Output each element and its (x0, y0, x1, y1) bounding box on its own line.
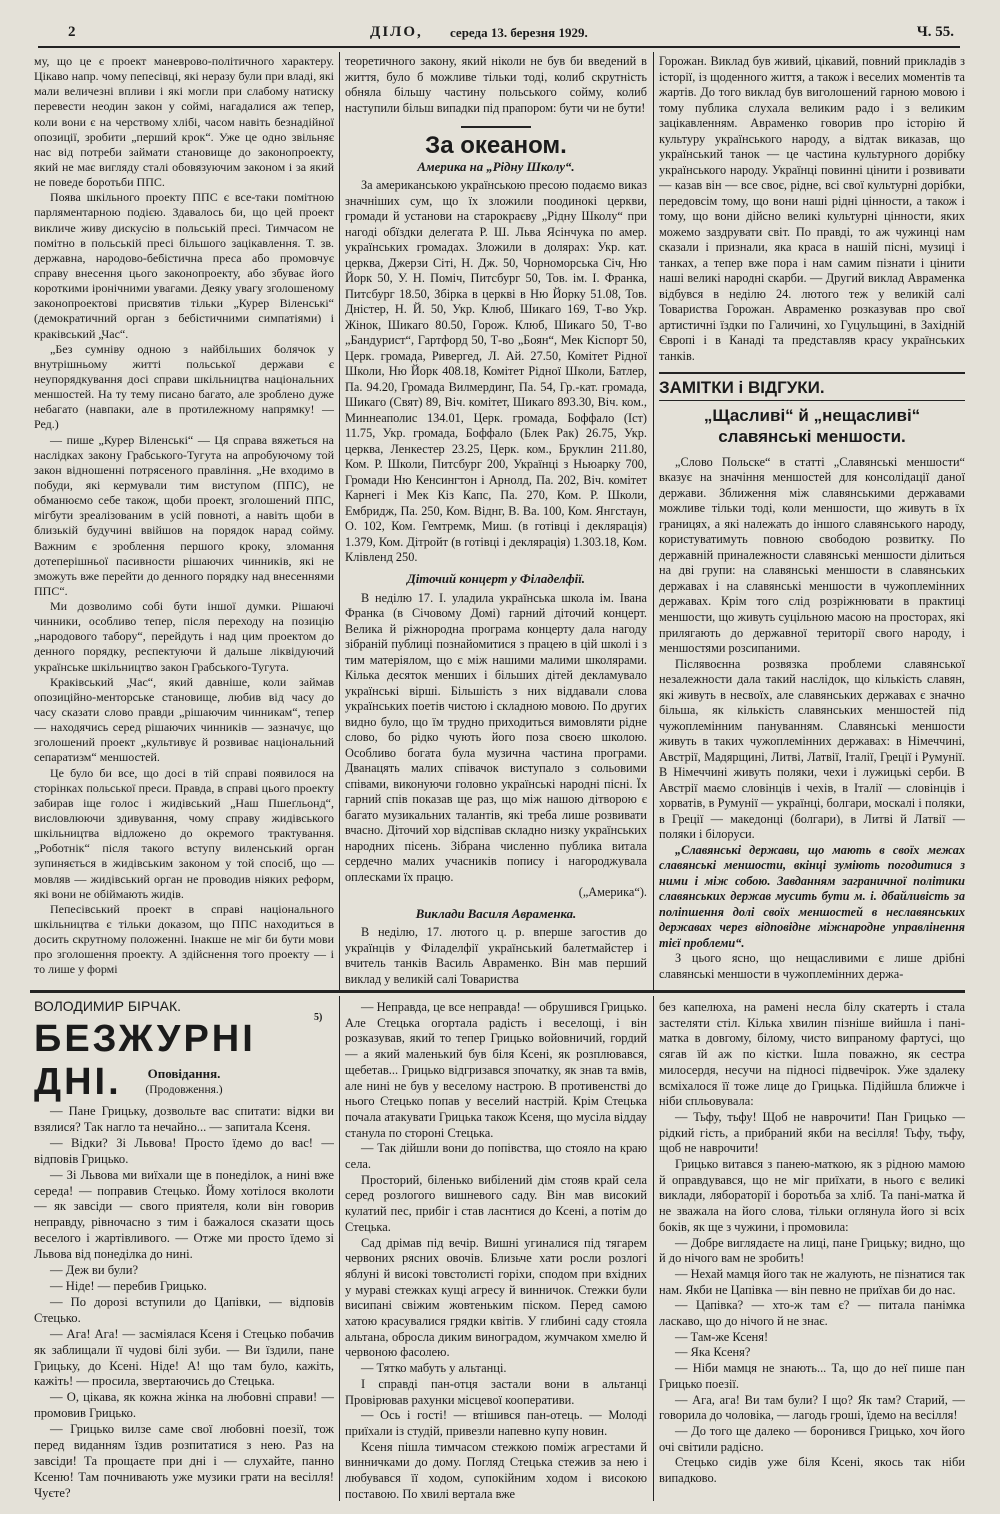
subheading-ridna-shkola: Америка на „Рідну Школу“. (417, 159, 575, 174)
story-paragraph: Грицько витався з панею-маткою, як з рідною мамою й оправдувався, що не міг приїхати, в нього є великі виклади, лябораторії і боротьба за хліб. Та пані-матка й не зважала на його слова, тільки оглянула його зі всіх боків, як ще з чужини, і промовила: (659, 1157, 965, 1234)
story-paragraph: — Ніби мамця не знають... Та, що до неї пише пан Грицько поезії. (659, 1361, 965, 1391)
paragraph: „Без сумніву одною з найбільших болячок у внутрішньому житті польської держави є неупорядкування досі справи шкільництва національних меншостей. На ту тему писано багато, але зроблено дуже небагато (навпаки, але в протилежному напрямку! — Ред.) (34, 341, 334, 432)
paragraph: В неділю 17. І. уладила українська школа ім. Івана Франка (в Січовому Домі) гарний діточий концерт. Велика й ріжнородна програма концерту дала нагоду зібраній публиці познайомитися з працею в цій школі і з тим матеріялом, що є між нашими малими школярами. Кілька десяток менших і більших дітей декламувало українські вірші. Більшість з них віддавали слова українських поетів чистою і складною мовою. По других видно було, що їм трудно приходиться вимовляти рідне слово, бо рідко чують його поза своєю школою. Особливо богата була музична частина програми. Дванацять малих співачок виступало з сольовими співами, виконуючи головно українські народні пісні. Їх гарний спів показав ще раз, що між нашою дітворою є багато музикальних талантів, які треба лише розвивати вчасно. Діточий хор відспівав складно низку українських народних пісень. Зібрана численно публика витала сердечно малих учасників попису і нагороджувала оплесками їх працю. (345, 590, 647, 884)
story-column (659, 1000, 965, 1502)
paragraph: му, що це є проект маневрово-політичного характеру. Цікаво напр. чому пепесівці, які неразу були при владі, які мали величезні впливи і які могли при слабому натиску перевести неодин закон у соймі, нагадалися аж тепер, коли вони є на черствому хлібі, часом навіть безнадійної опозиції, зробити „перший крок“. Уже це одно звільняє нас від потреби займати становище до законопроекту, який не має вигляду сталі обовязуючим законом і за який не поведе боротьби ППС. (34, 54, 334, 190)
story-paragraph: — Грицько вилзе саме свої любовні поезії, тож перед виданням їздив розпитатися з нею. Раз на завсіди! Та прощаєте при дні і — слухайте, панно Ксеню! Там почнивають уже музики грати на весілля! Чуєте? (34, 1422, 334, 1500)
paragraph: За американською українською пресою подаємо виказ значніших сум, що їх зложили поодинокі церкви, громади й установи на старокраєву „Рідну Школу“ при нагоді обїздки делегата Р. Ш. Льва Ясінчука по амер. українських громадах. Зложили в долярах: Укр. кат. церква, Джерзи Сіті, Н. Дж. 50, Чорноморська Січ, Ню Йорк 50, У. Н. Поміч, Питсбург 50, Тов. ім. І. Франка, Питсбург 18.50, Збірка в церкві в Ню Йорку 51.08, Тов. Дністер, Н. Й. 50, Укр. Клюб, Шикаго 169, Т-во Укр. Жінок, Шикаго 80.50, Горож. Клюб, Шикаго 50, Т-во „Бандурист“, Гартфорд 50, Т-во „Боян“, Мек Кіспорт 50, Церк. громада, Ривергед, Л. Ай. 27.50, Комітет Рідної Школи, Ню Йорк 408.18, Комітет Рідної Школи, Батлер, Па. 94.20, Громада Вилмердинг, Па. 54, Гр.-кат. громада, Шикаго (Свят) 89, Віч. комітет, Шикаго 893.30, Віч. ком., Миннеаполис 134.01, Церк. громада, Боффало (Іст) 11.75, Укр. громада, Боффало (Блек Рак) 26.75, Укр. церква, Ленкестер 23.25, Церк. ком., Бруклин 211.80, Ком. Р. Школи, Питсбург 200, Українці з Ньюарку 700, Громади Ню Кенсингтон і Арнолд, Па. 202, Віч. комітет Карнегі і Мек Кіз Капс, Па. 270, Ком. Р. Школи, Ембридж, Па. 250, Ком. Віднг, В. Ва. 100, Ком. Янгстаун, О. 102, Ком. Гемтремк, Миш. (в готівці і деклярація) 1.379, Ком. Дітройт (в готівці і деклярація) 1.303.18, Ком. Клівленд 250. (345, 178, 647, 565)
story-continuation: (Продовження.) (145, 1084, 223, 1096)
story-paragraph: — О, цікава, як кожна жінка на любовні справи! — промовив Грицько. (34, 1390, 334, 1421)
column-divider (339, 996, 340, 1501)
story-paragraph: — До того ще далеко — боронився Грицько, хоч його очі світили радісно. (659, 1423, 965, 1454)
story-paragraph: — Ага! Ага! — засміялася Ксеня і Стецько побачив як заблищали її чудові білі зуби. — Ви їздили, пане Грицьку, до Ксені. Ніде! А! що там було, кажіть, кажіть! — просила, звертаючись до Стецька. (34, 1326, 334, 1389)
story-paragraph: — Зі Львова ми виїхали ще в понеділок, а нині вже середа! — поправив Стецько. Йому хотілося вколоти — як завсіди — свого приятеля, коли він говорив неправду, рівночасно з тим і бажалося сказати щось веселого і жартівливого. — Отже ми просто їдемо зі Львова від понеділка до нині. (34, 1167, 334, 1262)
column-divider (653, 52, 654, 990)
paragraph: Післявоєнна розвязка проблеми славянської незалежности дала такий наслідок, що кількість славян, які живуть в несвоїх, але славянських державах є значно більша, як кількість славянських меншостей під чужоплемінним пануванням. Славянські меншости живуть в таких чужоплемінних державах: в Німеччині, Австрії, Мадярщині, Литві, Латвії, Італії, Греції і Румунії. В Німеччині живуть поляки, чехи і лужицькі серби. В Австрії маємо словінців і чехів, в Італії — словінців і хорватів, в Румунії — українці, болгари, москалі і поляки, в Греції — македонці (болгари), в Литві й Латвії — поляки і білоруси. (659, 656, 965, 842)
story-genre: Оповідання. (147, 1066, 221, 1081)
newspaper-title: ДІЛО, (370, 24, 423, 40)
story-paragraph: — По дорозі вступили до Цапівки, — відповів Стецько. (34, 1294, 334, 1325)
story-paragraph: Просторий, біленько вибілений дім стояв край села серед розлогого вишневого саду. Він мав високий кулатий пес, прибіг і став ласнтися до Ксені, а потім до Стецька. (345, 1172, 647, 1234)
column-divider (653, 996, 654, 1501)
story-paragraph: — Там-же Ксеня! (675, 1329, 769, 1344)
article-heading-minorities: „Щасливі“ й „нещасливі“ славянські меншости. (703, 405, 921, 446)
story-paragraph: — Ось і гості! — втішився пан-отець. — Молоді приїхали із студій, привезли напевно купу новин. (345, 1408, 647, 1438)
column-divider (339, 52, 340, 990)
section-heading-notes: ЗАМІТКИ і ВІДГУКИ. (659, 378, 825, 398)
paragraph: теоретичного закону, який ніколи не був би введений в життя, було б можливе тільки тоді, колиб скрутність обняла більшу частину польського сойму, колиб наступили більш випадки під прапором: бути чи не бути! (345, 54, 647, 115)
story-paragraph: — Неправда, це все неправда! — обрушився Грицько. Але Стецька огортала радість і веселощі, і він розказував, який то тепер Грицько войовничий, гордий — а який маленький був біля Ксені, як розплювався, щебетав... Грицько відгризався зпочатку, як знав та вмів, але нині не був у веселому настрою. В противенстві до нього Стецько попав у веселий настрій. Крім Стецька почала атакувати Грицька також Ксеня, що мусіла віддау станула по стороні Стецька. (345, 1000, 647, 1140)
story-paragraph: Сад дрімав під вечір. Вишні угиналися під тягарем червоних рясних овочів. Близьче хати росли розлогі яблуні й високі товстолисті горіхи, сподом при вхідних у мураві стежках кущі агресу й винничок. Стежки були висипані свіжим жовтеньким піском. Перед самою хатою красувалися грядки квітів. У глибині саду стояла альтана, обросла диким виноградом, жумчаком хмелю й червоною фасолею. (345, 1235, 647, 1360)
story-separator (30, 990, 965, 993)
story-paragraph: — Ніде! — перебив Грицько. (50, 1278, 207, 1293)
story-part-number: 5) (314, 1012, 323, 1023)
paragraph: Горожан. Виклад був живий, цікавий, повний прикладів з історії, із щоденного життя, а також і веселих моментів та жартів. До того виклад був виголошений гарною мовою і тому публика слухала великим радо і з великим зацікавленням. Авраменко говорив про історію й культуру українського народу, а відтак виказав, що український танок — це частина культурного дорібку українського народу. Українці повинні цінити і розвивати — казав він — все своє, рідне, всі свої культурні дорібки, передовсім тому, що вони наші рідні цінности, а також і тому, що вони дійсно великі культурні цінности, яких можемо заздрувати світ. По правді, то аж чужинці нам сказали і признали, яка краса в нашій пісні, музиці і танках, а тепер вже пора і нам самим пізнати і цінити наші великі народні скарби. — Другий виклад Авраменка відбувся в неділю 24. лютого теж у великій салі Товариства Горожан. Авраменко розказував про свої артистичні їздки по Галичині, хо Гуцульщині, в Західній Європі і в Канаді та представляв красу українських танків. (659, 54, 965, 363)
paragraph: — пише „Курер Віленські“ — Ця справа вяжеться на наслідках закону Грабського-Тугута на апробуючому той закон відношенні потрясеного правління. „Не входимо в побуди, які кермували тим виступом (ППС), не обманюємо себе також, щоби проект, зголошений ППС, мігбути зреалізованим в усій повноті, а навіть щоби в близькій будучині ввійшов на порядок нарад сойму. Важним є зроблення першого кроку, зломання дотеперішньої пасивности рішаючих чинників, які не зможуть вже перейти до денного порядку над внесеннями ППС“. (34, 432, 334, 598)
paragraph: Поява шкільного проекту ППС є все-таки помітною парляментарною подією. Здавалось би, що цей проект викличе живу дискусію в польській пресі. Тимчасом не помітно в польській пресі більшого зацікавлення. Т. зв. державна, народово-бебістична преса або промовчує справу внесення цього законопроекту, або збуває його короткими іронічними увагами. Деяку увагу зголошеному законопроектові присвятив тільки „Курер Віленські“ (демократичний орган з бебістичними симпатіями) і краківський „Час“. (34, 190, 334, 341)
story-paragraph: — Нехай мамця його так не жалують, не пізнатися так нам. Якби не Цапівка — він певно не приїхав би до нас. (659, 1266, 965, 1297)
page-number: 2 (68, 24, 76, 40)
story-paragraph: Ксеня пішла тимчасом стежкою поміж агрестами й винничками до дому. Погляд Стецька стежив за нею і любувався її ходом, супокійним ходом і високою поставою. По хвилі вертала вже (345, 1439, 647, 1501)
story-title: БЕЗЖУРНІ ДНІ. (34, 1018, 256, 1103)
section-divider (461, 126, 531, 128)
story-paragraph: Стецько сидів уже біля Ксені, якось так ніби випадково. (659, 1455, 965, 1486)
subheading-concert: Діточий концерт у Філаделфії. (406, 571, 585, 586)
paragraph: З цього ясно, що нещасливими є лише дрібні славянські меншости в чужоплемінних держа- (659, 951, 965, 981)
quote-paragraph: „Славянські держави, що мають в своїх межах славянські меншости, вкінці зуміють погодитися з ними і між собою. Завданням заграничної політики славянських держав мусить бути м. і. дбайливість за поліпшення долі своїх меншостей в неславянських державах через відповідне міжнародне управлінення тієї проблеми“. (659, 842, 965, 950)
section-rule (659, 400, 965, 401)
paragraph: Ми дозволимо собі бути іншої думки. Рішаючі чинники, особливо тепер, після переходу на позицію „народового табору“, перейдуть і над цим проектом до денного порядку, респектуючи й дальше ліквідуючий українське шкільництво закон Грабського-Тугута. (34, 599, 334, 674)
story-paragraph: — Тьфу, тьфу! Щоб не наврочити! Пан Грицько — рідкий гість, а прибраний якби на весілля! Тьфу, тьфу, щоб не наврочити! (659, 1109, 965, 1156)
page-header (60, 22, 960, 48)
paragraph: В неділю, 17. лютого ц. р. вперше загостив до українців у Філаделфії український балетмайстер і вчитель танків Василь Авраменко. Він мав перший виклад у великій салі Товариства (345, 925, 647, 986)
story-paragraph: І справді пан-отця застали вони в альтанці Провірював рахунки місцевої кооперативи. (345, 1376, 647, 1407)
story-paragraph: — Деж ви були? (50, 1263, 139, 1278)
paragraph: Це було би все, що досі в тій справі появилося на сторінках польської преси. Правда, в справі цього проекту забирав іще голос і жидівський „Наш Пшеґльонд“, висловлюючи здивування, чому справу жидівського шкільництва відложено до окремого трактування. „Роботнік“ після такого вступу виленський орган зупиняється в жидівським законом у той спосіб, що — мовляв — жидівський орган не проводив ніяких реформ, які вони не обіймають жидів. (34, 765, 334, 901)
column-notes (659, 54, 965, 986)
section-rule (659, 372, 965, 374)
story-paragraph: — Яка Ксеня? (675, 1345, 751, 1360)
issue-number: Ч. 55. (916, 24, 954, 40)
story-column (345, 1000, 647, 1502)
story-paragraph: — Цапівка? — хто-ж там є? — питала панімка ласкаво, що до нічого й не знає. (659, 1298, 965, 1329)
story-paragraph: — Добре виглядаєте на лиці, пане Грицьку; видно, що й до нічого вам не зробить! (659, 1235, 965, 1266)
story-paragraph: — Пане Грицьку, дозвольте вас спитати: відки ви взялися? Так нагло та нечайно... — запитала Ксеня. (34, 1104, 334, 1134)
section-heading-overseas: За океаном. (425, 132, 567, 160)
story-paragraph: — Відки? Зі Львова! Просто їдемо до вас! — відповів Грицько. (34, 1135, 334, 1166)
source-signature: („Америка“). (578, 885, 647, 900)
column-overseas (345, 54, 647, 986)
header-rule (38, 46, 960, 48)
story-author: ВОЛОДИМИР БІРЧАК. (34, 998, 181, 1014)
paragraph: Пепесівський проект в справі національного шкільництва є тільки доказом, що ППС находиться в досить скрутному положенні. Інакше не міг би бути мови про зголошення проекту. А здійснення того проекту — і то лише у формі (34, 901, 334, 977)
subheading-avramenko: Виклади Василя Авраменка. (415, 906, 577, 921)
story-paragraph: — Так дійшли вони до попівства, що стояло на краю села. (345, 1141, 647, 1172)
story-paragraph: — Ага, ага! Ви там були? І що? Як там? Старий, — говорила до чоловіка, — лагодь гроші, їдемо на весілля! (659, 1392, 965, 1423)
story-paragraph: без капелюха, на рамені несла білу скатерть і стала застеляти стіл. Кілька хвилин пізніше вийшла і пані-матка в довгому, білому, чисто випраному фартусі, що сягав їй аж по кістки. Ішла поважно, як сестра милосердя, несучи на підносі підвечірок. Уже здалеку всміхалося її тоже лице до Грицька. Підійшла ближче і ніби спльовувала: (659, 1000, 965, 1109)
paragraph: „Слово Польске“ в статті „Славянські меншости“ вказує на значіння меншостей для консолідації даної держави. Зближення між славянськими державами можливе тільки тоді, коли меншости, що живуть в їх границях, а які належать до іншого славянського народу, користуватимуть повною свободою розвитку. По державній приналежности славянські меншости ділиться на дві групи: на славянські меншости в славянських державах і на славянські меншости в чужоплемінних державах. Крім того слід розріжнювати в практиці меншости, що живуть суцільною масою на просторах, які прилягають до державної території свого народу, і меншостями розсипаними. (659, 454, 965, 656)
story-paragraph: — Тятко мабуть у альтанці. (361, 1361, 507, 1376)
paragraph: Краківський „Час“, який давніше, коли займав опозиційно-менторське становище, любив від часу до часу сказати слово правди „рішаючим чинникам“, тепер — находячись серед рішаючих чинників — зазначує, що зголошений проект „культивує й розвиває національний сепаратизм“ меншостей. (34, 674, 334, 765)
issue-date: середа 13. березня 1929. (450, 25, 588, 40)
story-column (34, 1104, 334, 1502)
column-pps-article (34, 54, 334, 986)
